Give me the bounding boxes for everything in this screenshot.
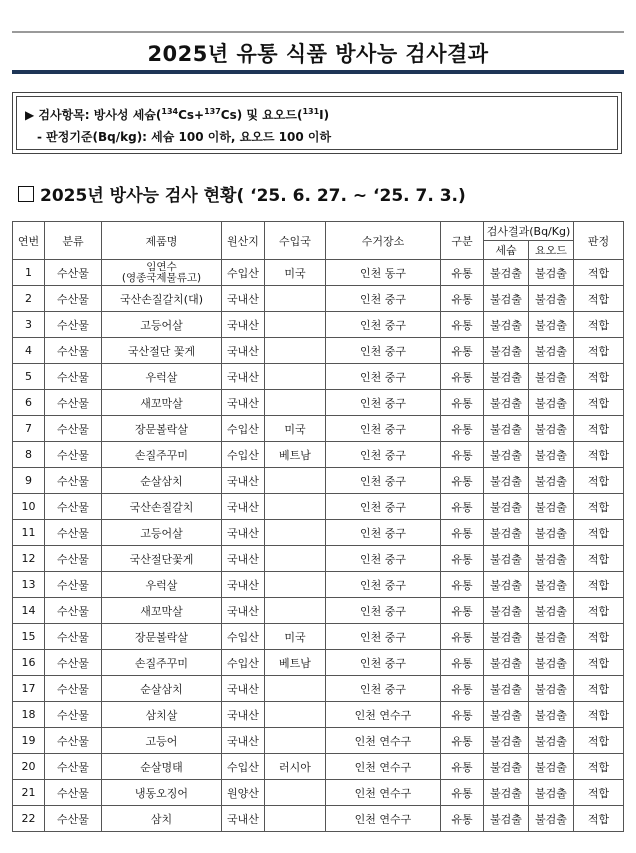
cell-no: 22 (13, 806, 45, 832)
cell-origin: 국내산 (222, 390, 265, 416)
i131-sup: 131 (302, 107, 320, 116)
cell-import-country: 베트남 (265, 442, 326, 468)
cell-no: 1 (13, 260, 45, 286)
cell-location: 인천 중구 (326, 468, 441, 494)
cell-import-country (265, 520, 326, 546)
product-note: (영종국제물류고) (121, 271, 202, 284)
page-title: 2025년 유통 식품 방사능 검사결과 (147, 42, 489, 66)
cell-product: 국산절단꽃게 (102, 546, 222, 572)
cell-cesium: 불검출 (484, 312, 529, 338)
cell-iodine: 불검출 (529, 442, 574, 468)
table-row (13, 598, 624, 624)
info-box-inner (16, 96, 618, 150)
cell-category: 수산물 (45, 364, 102, 390)
cell-product: 고등어 (102, 728, 222, 754)
cell-origin: 수입산 (222, 442, 265, 468)
cell-origin: 수입산 (222, 650, 265, 676)
cell-type: 유통 (441, 702, 484, 728)
cell-judgment: 적합 (574, 260, 624, 286)
table-row (13, 312, 624, 338)
cell-category: 수산물 (45, 572, 102, 598)
cell-cesium: 불검출 (484, 494, 529, 520)
cell-import-country: 러시아 (265, 754, 326, 780)
cell-no: 12 (13, 546, 45, 572)
cell-category: 수산물 (45, 286, 102, 312)
cell-iodine: 불검출 (529, 650, 574, 676)
cell-judgment: 적합 (574, 494, 624, 520)
cell-cesium: 불검출 (484, 624, 529, 650)
cell-category: 수산물 (45, 442, 102, 468)
cell-iodine: 불검출 (529, 520, 574, 546)
cell-type: 유통 (441, 260, 484, 286)
cell-cesium: 불검출 (484, 260, 529, 286)
results-body (13, 260, 624, 832)
cell-iodine: 불검출 (529, 494, 574, 520)
title-underline (12, 70, 624, 74)
cell-location: 인천 중구 (326, 624, 441, 650)
section-heading (18, 181, 466, 206)
cell-iodine: 불검출 (529, 390, 574, 416)
cell-judgment: 적합 (574, 780, 624, 806)
cell-origin: 국내산 (222, 468, 265, 494)
cell-judgment: 적합 (574, 442, 624, 468)
cell-product: 순살삼치 (102, 676, 222, 702)
cell-cesium: 불검출 (484, 520, 529, 546)
cell-product: 우럭살 (102, 364, 222, 390)
cell-category: 수산물 (45, 702, 102, 728)
table-row (13, 754, 624, 780)
cell-cesium: 불검출 (484, 546, 529, 572)
cell-cesium: 불검출 (484, 650, 529, 676)
cs137-sup: 137 (204, 107, 221, 116)
cell-judgment: 적합 (574, 338, 624, 364)
cell-category: 수산물 (45, 546, 102, 572)
cell-location: 인천 중구 (326, 364, 441, 390)
cell-category: 수산물 (45, 312, 102, 338)
cell-no: 8 (13, 442, 45, 468)
cell-type: 유통 (441, 520, 484, 546)
cell-type: 유통 (441, 312, 484, 338)
cell-category: 수산물 (45, 650, 102, 676)
cell-cesium: 불검출 (484, 728, 529, 754)
cell-import-country (265, 572, 326, 598)
table-row (13, 416, 624, 442)
cell-location: 인천 연수구 (326, 702, 441, 728)
cell-iodine: 불검출 (529, 806, 574, 832)
cell-import-country (265, 364, 326, 390)
cell-category: 수산물 (45, 468, 102, 494)
cs-mid: Cs+ (178, 108, 205, 122)
cell-location: 인천 연수구 (326, 754, 441, 780)
cell-judgment: 적합 (574, 364, 624, 390)
cell-cesium: 불검출 (484, 806, 529, 832)
cell-location: 인천 연수구 (326, 806, 441, 832)
cell-location: 인천 중구 (326, 312, 441, 338)
cell-cesium: 불검출 (484, 702, 529, 728)
cell-judgment: 적합 (574, 754, 624, 780)
cell-iodine: 불검출 (529, 728, 574, 754)
cell-no: 11 (13, 520, 45, 546)
cell-iodine: 불검출 (529, 286, 574, 312)
cell-product: 삼치 (102, 806, 222, 832)
cell-product: 손질주꾸미 (102, 650, 222, 676)
cell-no: 15 (13, 624, 45, 650)
cell-import-country: 베트남 (265, 650, 326, 676)
cell-type: 유통 (441, 286, 484, 312)
cell-location: 인천 동구 (326, 260, 441, 286)
cell-location: 인천 중구 (326, 390, 441, 416)
cell-iodine: 불검출 (529, 702, 574, 728)
cell-cesium: 불검출 (484, 676, 529, 702)
cell-judgment: 적합 (574, 598, 624, 624)
cell-origin: 수입산 (222, 260, 265, 286)
cell-import-country (265, 702, 326, 728)
cell-no: 16 (13, 650, 45, 676)
cell-type: 유통 (441, 546, 484, 572)
cell-judgment: 적합 (574, 676, 624, 702)
cell-judgment: 적합 (574, 806, 624, 832)
cell-no: 14 (13, 598, 45, 624)
cell-cesium: 불검출 (484, 780, 529, 806)
cell-origin: 국내산 (222, 312, 265, 338)
header-category: 분류 (45, 222, 102, 260)
header-type: 구분 (441, 222, 484, 260)
cell-origin: 국내산 (222, 572, 265, 598)
table-row (13, 494, 624, 520)
section-title: 2025년 방사능 검사 현황( ‘25. 6. 27. ~ ‘25. 7. 3.) (40, 186, 466, 206)
cell-no: 10 (13, 494, 45, 520)
cell-judgment: 적합 (574, 546, 624, 572)
cell-origin: 원양산 (222, 780, 265, 806)
cell-category: 수산물 (45, 416, 102, 442)
info-box (12, 92, 622, 154)
table-row (13, 780, 624, 806)
cell-import-country (265, 676, 326, 702)
cell-type: 유통 (441, 442, 484, 468)
cell-location: 인천 연수구 (326, 728, 441, 754)
cell-no: 21 (13, 780, 45, 806)
cell-no: 9 (13, 468, 45, 494)
cell-origin: 수입산 (222, 624, 265, 650)
cell-origin: 국내산 (222, 806, 265, 832)
cell-type: 유통 (441, 728, 484, 754)
cell-location: 인천 중구 (326, 676, 441, 702)
cell-location: 인천 중구 (326, 546, 441, 572)
cell-iodine: 불검출 (529, 780, 574, 806)
cell-cesium: 불검출 (484, 416, 529, 442)
cell-iodine: 불검출 (529, 676, 574, 702)
cell-category: 수산물 (45, 338, 102, 364)
cell-judgment: 적합 (574, 702, 624, 728)
cell-product: 손질주꾸미 (102, 442, 222, 468)
cell-no: 20 (13, 754, 45, 780)
table-row (13, 260, 624, 286)
cell-origin: 국내산 (222, 494, 265, 520)
cell-import-country (265, 338, 326, 364)
cell-category: 수산물 (45, 806, 102, 832)
table-row (13, 806, 624, 832)
header-cesium: 세슘 (484, 241, 529, 260)
cell-location: 인천 중구 (326, 416, 441, 442)
table-row (13, 364, 624, 390)
table-row (13, 286, 624, 312)
cell-judgment: 적합 (574, 468, 624, 494)
cell-category: 수산물 (45, 520, 102, 546)
cell-location: 인천 중구 (326, 338, 441, 364)
cell-type: 유통 (441, 338, 484, 364)
cell-location: 인천 중구 (326, 572, 441, 598)
cell-no: 5 (13, 364, 45, 390)
cell-iodine: 불검출 (529, 572, 574, 598)
cell-import-country (265, 312, 326, 338)
cell-category: 수산물 (45, 390, 102, 416)
cell-iodine: 불검출 (529, 754, 574, 780)
cell-iodine: 불검출 (529, 598, 574, 624)
test-items-label: ▶ 검사항목: 방사성 세슘( (25, 108, 162, 122)
cell-no: 19 (13, 728, 45, 754)
cell-iodine: 불검출 (529, 468, 574, 494)
cell-import-country (265, 780, 326, 806)
cell-import-country (265, 728, 326, 754)
cell-no: 18 (13, 702, 45, 728)
cell-product: 냉동오징어 (102, 780, 222, 806)
cell-product: 삼치살 (102, 702, 222, 728)
cell-product: 고등어살 (102, 312, 222, 338)
cell-import-country (265, 494, 326, 520)
cell-type: 유통 (441, 624, 484, 650)
top-rule (12, 31, 624, 33)
cell-import-country (265, 468, 326, 494)
cell-category: 수산물 (45, 494, 102, 520)
cs134-sup: 134 (161, 107, 179, 116)
cell-product: 장문볼락살 (102, 416, 222, 442)
cell-judgment: 적합 (574, 624, 624, 650)
cell-cesium: 불검출 (484, 468, 529, 494)
cell-origin: 수입산 (222, 416, 265, 442)
header-judgment: 판정 (574, 222, 624, 260)
cell-category: 수산물 (45, 780, 102, 806)
table-row (13, 520, 624, 546)
cell-category: 수산물 (45, 676, 102, 702)
test-items-line (25, 101, 609, 126)
cell-product: 장문볼락살 (102, 624, 222, 650)
cell-cesium: 불검출 (484, 338, 529, 364)
cell-import-country (265, 806, 326, 832)
cell-no: 2 (13, 286, 45, 312)
cell-type: 유통 (441, 650, 484, 676)
cell-location: 인천 연수구 (326, 780, 441, 806)
cell-no: 13 (13, 572, 45, 598)
cell-iodine: 불검출 (529, 416, 574, 442)
cell-product: 우럭살 (102, 572, 222, 598)
cell-judgment: 적합 (574, 286, 624, 312)
cell-no: 17 (13, 676, 45, 702)
cell-product: 고등어살 (102, 520, 222, 546)
table-row (13, 572, 624, 598)
cell-product: 국산절단 꽃게 (102, 338, 222, 364)
table-row (13, 702, 624, 728)
cell-category: 수산물 (45, 624, 102, 650)
header-origin: 원산지 (222, 222, 265, 260)
cell-judgment: 적합 (574, 572, 624, 598)
table-row (13, 728, 624, 754)
cell-cesium: 불검출 (484, 572, 529, 598)
cell-type: 유통 (441, 754, 484, 780)
cell-location: 인천 중구 (326, 520, 441, 546)
cell-origin: 국내산 (222, 728, 265, 754)
results-table (12, 221, 624, 832)
cell-iodine: 불검출 (529, 624, 574, 650)
cell-product: 새꼬막살 (102, 598, 222, 624)
table-row (13, 676, 624, 702)
checkbox-square-icon (18, 186, 34, 202)
cell-iodine: 불검출 (529, 546, 574, 572)
cell-type: 유통 (441, 468, 484, 494)
header-iodine: 요오드 (529, 241, 574, 260)
cell-product: 국산손질갈치 (102, 494, 222, 520)
cell-iodine: 불검출 (529, 312, 574, 338)
table-row (13, 468, 624, 494)
cell-type: 유통 (441, 598, 484, 624)
i-end: I) (319, 108, 330, 122)
product-name: 임연수 (146, 260, 177, 273)
table-row (13, 650, 624, 676)
cell-cesium: 불검출 (484, 442, 529, 468)
header-no: 연번 (13, 222, 45, 260)
cell-type: 유통 (441, 390, 484, 416)
cell-category: 수산물 (45, 754, 102, 780)
table-row (13, 390, 624, 416)
cell-import-country: 미국 (265, 416, 326, 442)
cell-category: 수산물 (45, 260, 102, 286)
criteria-line: - 판정기준(Bq/kg): 세슘 100 이하, 요오드 100 이하 (37, 130, 332, 144)
cell-category: 수산물 (45, 728, 102, 754)
cell-origin: 국내산 (222, 598, 265, 624)
cell-judgment: 적합 (574, 728, 624, 754)
cell-location: 인천 중구 (326, 442, 441, 468)
cell-location: 인천 중구 (326, 598, 441, 624)
header-location: 수거장소 (326, 222, 441, 260)
cell-iodine: 불검출 (529, 260, 574, 286)
table-row (13, 624, 624, 650)
cell-origin: 국내산 (222, 676, 265, 702)
cell-origin: 국내산 (222, 364, 265, 390)
cell-cesium: 불검출 (484, 390, 529, 416)
cell-import-country (265, 286, 326, 312)
cell-product: 순살명태 (102, 754, 222, 780)
cell-cesium: 불검출 (484, 598, 529, 624)
cell-cesium: 불검출 (484, 364, 529, 390)
cell-type: 유통 (441, 806, 484, 832)
cell-type: 유통 (441, 676, 484, 702)
cell-judgment: 적합 (574, 520, 624, 546)
cell-product: 새꼬막살 (102, 390, 222, 416)
cell-import-country (265, 390, 326, 416)
cell-no: 4 (13, 338, 45, 364)
cell-import-country (265, 598, 326, 624)
cell-origin: 국내산 (222, 520, 265, 546)
cell-origin: 국내산 (222, 286, 265, 312)
cell-no: 7 (13, 416, 45, 442)
cell-judgment: 적합 (574, 650, 624, 676)
cell-category: 수산물 (45, 598, 102, 624)
cell-location: 인천 중구 (326, 286, 441, 312)
table-row (13, 338, 624, 364)
cell-type: 유통 (441, 572, 484, 598)
cell-judgment: 적합 (574, 390, 624, 416)
cell-cesium: 불검출 (484, 286, 529, 312)
cell-import-country: 미국 (265, 260, 326, 286)
cell-cesium: 불검출 (484, 754, 529, 780)
cell-no: 6 (13, 390, 45, 416)
cell-type: 유통 (441, 494, 484, 520)
cell-type: 유통 (441, 780, 484, 806)
cell-import-country (265, 546, 326, 572)
cell-origin: 국내산 (222, 546, 265, 572)
table-row (13, 546, 624, 572)
cell-product: 국산손질갈치(대) (102, 286, 222, 312)
cell-no: 3 (13, 312, 45, 338)
cell-origin: 수입산 (222, 754, 265, 780)
cell-origin: 국내산 (222, 702, 265, 728)
cell-judgment: 적합 (574, 312, 624, 338)
cell-type: 유통 (441, 364, 484, 390)
cell-judgment: 적합 (574, 416, 624, 442)
cell-location: 인천 중구 (326, 650, 441, 676)
cs-end: Cs) 및 요오드( (220, 108, 303, 122)
cell-import-country: 미국 (265, 624, 326, 650)
cell-type: 유통 (441, 416, 484, 442)
cell-iodine: 불검출 (529, 364, 574, 390)
header-result: 검사결과(Bq/Kg) (484, 222, 574, 241)
cell-product: 순살삼치 (102, 468, 222, 494)
table-row (13, 442, 624, 468)
cell-origin: 국내산 (222, 338, 265, 364)
cell-location: 인천 중구 (326, 494, 441, 520)
cell-iodine: 불검출 (529, 338, 574, 364)
header-import-country: 수입국 (265, 222, 326, 260)
cell-product (102, 260, 222, 286)
header-product: 제품명 (102, 222, 222, 260)
